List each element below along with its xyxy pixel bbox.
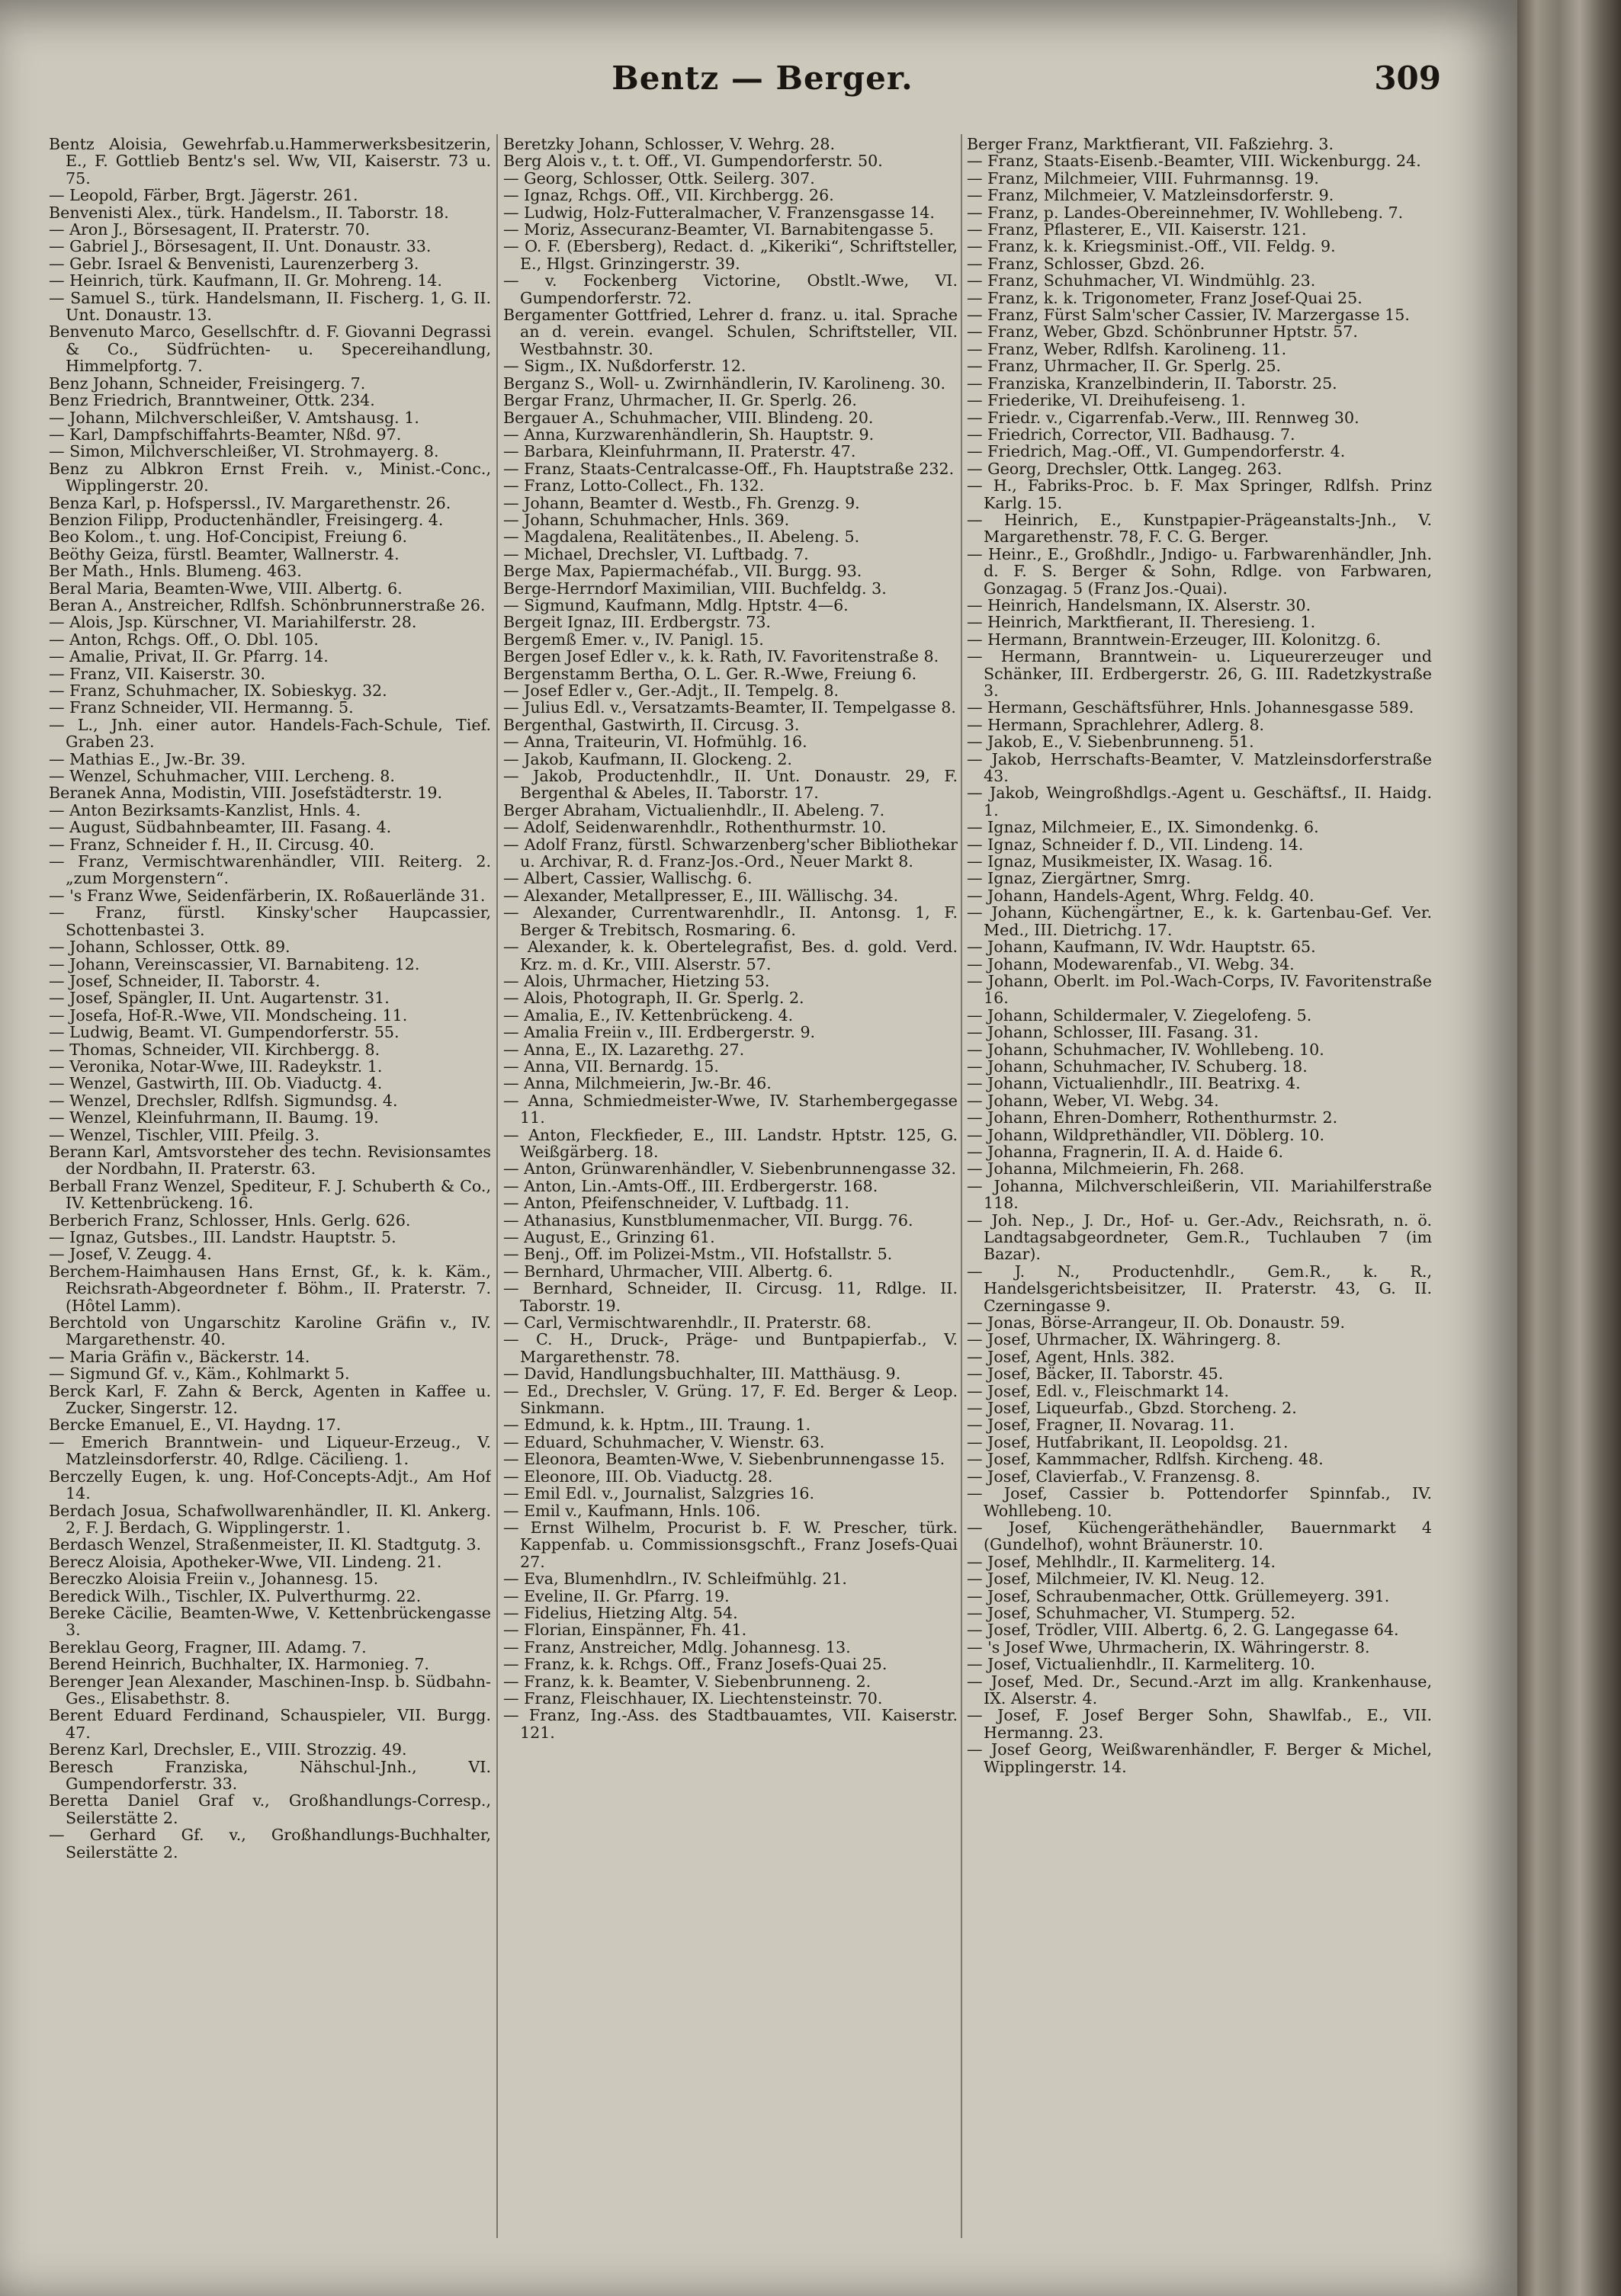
- directory-entry: Bereke Cäcilie, Beamten-Wwe, V. Kettenbrückengasse 3.: [49, 1603, 491, 1640]
- directory-entry: — 's Josef Wwe, Uhrmacherin, IX. Währingerstr. 8.: [967, 1637, 1370, 1656]
- directory-entry: — Johann, Ehren-Domherr, Rothenthurmstr. 2.: [967, 1108, 1338, 1127]
- directory-entry: Berger Abraham, Victualienhdlr., II. Abeleng. 7.: [503, 800, 885, 819]
- directory-entry: — Sigm., IX. Nußdorferstr. 12.: [503, 357, 746, 376]
- directory-entry: — Josef, Cassier b. Pottendorfer Spinnfab., IV. Wohllebeng. 10.: [967, 1484, 1432, 1520]
- directory-entry: — Ignaz, Rchgs. Off., VII. Kirchbergg. 26.: [503, 186, 834, 205]
- directory-entry: — Eleonore, III. Ob. Viaductg. 28.: [503, 1467, 773, 1486]
- directory-entry: — Franz, Staats-Centralcasse-Off., Fh. Hauptstraße 232.: [503, 459, 955, 478]
- directory-entry: Benz zu Albkron Ernst Freih. v., Minist.-Conc., Wipplingerstr. 20.: [49, 459, 491, 495]
- directory-entry: — Jakob, Productenhdlr., II. Unt. Donaustr. 29, F. Bergenthal & Abeles, II. Taborstr. 17.: [503, 767, 958, 803]
- directory-entry: — Ludwig, Holz-Futteralmacher, V. Franzensgasse 14.: [503, 203, 935, 222]
- directory-entry: — Ignaz, Musikmeister, IX. Wasag. 16.: [967, 852, 1273, 871]
- directory-entry: — Johann, Kaufmann, IV. Wdr. Hauptstr. 65.: [967, 938, 1316, 957]
- directory-entry: — Heinrich, Marktfierant, II. Theresieng. 1.: [967, 613, 1316, 632]
- directory-entry: Berdasch Wenzel, Straßenmeister, II. Kl. Stadtgutg. 3.: [49, 1535, 482, 1554]
- directory-entry: — Wenzel, Gastwirth, III. Ob. Viaductg. 4.: [49, 1074, 383, 1093]
- directory-entry: — Josef, Spängler, II. Unt. Augartenstr. 31.: [49, 989, 390, 1008]
- directory-entry: — Josef, V. Zeugg. 4.: [49, 1245, 212, 1264]
- directory-entry: — Johann, Milchverschleißer, V. Amtshausg. 1.: [49, 408, 419, 427]
- directory-entry: Bergamenter Gottfried, Lehrer d. franz. u. ital. Sprache an d. verein. evangel. Schulen, Schriftsteller, VII. Westbahnstr. 30.: [503, 306, 958, 358]
- directory-entry: Berge Max, Papiermachéfab., VII. Burgg. 93.: [503, 562, 862, 581]
- directory-entry: — Josef Georg, Weißwarenhändler, F. Berger & Michel, Wipplingerstr. 14.: [967, 1740, 1432, 1776]
- directory-entry: — Josef, Edl. v., Fleischmarkt 14.: [967, 1381, 1229, 1400]
- directory-entry: Beranek Anna, Modistin, VIII. Josefstädterstr. 19.: [49, 784, 443, 803]
- directory-entry: — August, Südbahnbeamter, III. Fasang. 4.: [49, 818, 392, 837]
- directory-entry: — Franz, Ing.-Ass. des Stadtbauamtes, VII. Kaiserstr. 121.: [503, 1706, 958, 1742]
- directory-entry: Berdach Josua, Schafwollwarenhändler, II. Kl. Ankerg. 2, F. J. Berdach, G. Wipplingerstr. 1.: [49, 1501, 491, 1537]
- directory-entry: — Bernhard, Schneider, II. Circusg. 11, Rdlge. II. Taborstr. 19.: [503, 1279, 958, 1315]
- directory-entry: — Josef, Clavierfab., V. Franzensg. 8.: [967, 1467, 1260, 1486]
- directory-entry: Beretzky Johann, Schlosser, V. Wehrg. 28.: [503, 136, 836, 153]
- directory-entry: Berend Heinrich, Buchhalter, IX. Harmonieg. 7.: [49, 1655, 429, 1674]
- directory-entry: — Anna, E., IX. Lazarethg. 27.: [503, 1040, 745, 1059]
- directory-entry: — Johann, Schuhmacher, IV. Wohllebeng. 10.: [967, 1040, 1324, 1059]
- directory-entry: — Franz, k. k. Beamter, V. Siebenbrunneng. 2.: [503, 1672, 871, 1691]
- directory-entry: — Franz, k. k. Trigonometer, Franz Josef-Quai 25.: [967, 288, 1363, 307]
- directory-entry: — Johann, Beamter d. Westb., Fh. Grenzg. 9.: [503, 493, 860, 512]
- directory-entry: — Maria Gräfin v., Bäckerstr. 14.: [49, 1347, 310, 1366]
- directory-entry: — Franz, Schneider f. H., II. Circusg. 40.: [49, 835, 374, 854]
- directory-entry: — Franz, Milchmeier, VIII. Fuhrmannsg. 19.: [967, 168, 1319, 188]
- directory-entry: — Franz, Schuhmacher, VI. Windmühlg. 23.: [967, 271, 1316, 290]
- directory-entry: Bergemß Emer. v., IV. Panigl. 15.: [503, 630, 764, 649]
- directory-entry: — Josef, Kammmacher, Rdlfsh. Kircheng. 48.: [967, 1450, 1324, 1469]
- directory-entry: — Alois, Photograph, II. Gr. Sperlg. 2.: [503, 989, 804, 1008]
- directory-entry: — Franz, Weber, Rdlfsh. Karolineng. 11.: [967, 339, 1287, 358]
- directory-entry: — Johann, Schlosser, III. Fasang. 31.: [967, 1023, 1259, 1042]
- directory-entry: — Anton, Fleckfieder, E., III. Landstr. Hptstr. 125, G. Weißgärberg. 18.: [503, 1125, 958, 1161]
- directory-entry: — Gebr. Israel & Benvenisti, Laurenzerberg 3.: [49, 254, 419, 273]
- directory-entry: — Friederike, VI. Dreihufeiseng. 1.: [967, 391, 1246, 410]
- directory-entry: — Johann, Modewarenfab., VI. Webg. 34.: [967, 954, 1295, 973]
- directory-entry: — Jakob, E., V. Siebenbrunneng. 51.: [967, 733, 1254, 752]
- directory-entry: — Florian, Einspänner, Fh. 41.: [503, 1621, 747, 1640]
- directory-entry: — Anna, Traiteurin, VI. Hofmühlg. 16.: [503, 733, 807, 752]
- directory-entry: — Josef, Liqueurfab., Gbzd. Storcheng. 2.: [967, 1399, 1297, 1418]
- directory-entry: Berchtold von Ungarschitz Karoline Gräfin v., IV. Margarethenstr. 40.: [49, 1313, 491, 1349]
- directory-entry: — Franz, Anstreicher, Mdlg. Johannesg. 13.: [503, 1637, 851, 1656]
- directory-entry: — Johann, Vereinscassier, VI. Barnabiteng. 12.: [49, 954, 420, 973]
- directory-entry: — Josef, Trödler, VIII. Albertg. 6, 2. G. Langegasse 64.: [967, 1621, 1399, 1640]
- directory-entry: — Eva, Blumenhdlrn., IV. Schleifmühlg. 21.: [503, 1570, 847, 1589]
- directory-entry: — Simon, Milchverschleißer, VI. Strohmayerg. 8.: [49, 442, 439, 461]
- directory-entry: Beo Kolom., t. ung. Hof-Concipist, Freiung 6.: [49, 528, 408, 547]
- directory-entry: — Wenzel, Tischler, VIII. Pfeilg. 3.: [49, 1125, 320, 1144]
- directory-entry: — Franziska, Kranzelbinderin, II. Taborstr. 25.: [967, 374, 1337, 393]
- directory-entry: — Moriz, Assecuranz-Beamter, VI. Barnabitengasse 5.: [503, 220, 934, 239]
- directory-entry: Berchem-Haimhausen Hans Ernst, Gf., k. k. Käm., Reichsrath-Abgeordneter f. Böhm., II. Praterstr. 7. (Hôtel Lamm).: [49, 1262, 491, 1315]
- directory-entry: — Ignaz, Gutsbes., III. Landstr. Hauptstr. 5.: [49, 1228, 396, 1246]
- directory-entry: — Johanna, Milchmeierin, Fh. 268.: [967, 1159, 1245, 1178]
- directory-entry: — Johann, Schuhmacher, IV. Schuberg. 18.: [967, 1057, 1308, 1076]
- book-edge: [1517, 0, 1621, 2296]
- directory-entry: Berberich Franz, Schlosser, Hnls. Gerlg. 626.: [49, 1211, 411, 1230]
- directory-entry: Benzion Filipp, Productenhändler, Freisingerg. 4.: [49, 510, 444, 529]
- directory-entry: — Barbara, Kleinfuhrmann, II. Praterstr. 47.: [503, 442, 856, 461]
- directory-entry: — Josef, Victualienhdlr., II. Karmeliterg. 10.: [967, 1655, 1315, 1674]
- directory-entry: — Johann, Oberlt. im Pol.-Wach-Corps, IV. Favoritenstraße 16.: [967, 971, 1432, 1008]
- directory-entry: — Johann, Schlosser, Ottk. 89.: [49, 938, 290, 957]
- directory-entry: — O. F. (Ebersberg), Redact. d. „Kikeriki“, Schriftsteller, E., Hlgst. Grinzingerstr. 39.: [503, 237, 958, 273]
- directory-entry: Berczelly Eugen, k. ung. Hof-Concepts-Adjt., Am Hof 14.: [49, 1467, 491, 1503]
- directory-entry: — C. H., Druck-, Präge- und Buntpapierfab., V. Margarethenstr. 78.: [503, 1330, 958, 1366]
- directory-entry: Bergauer A., Schuhmacher, VIII. Blindeng. 20.: [503, 408, 874, 427]
- directory-entry: — Franz, fürstl. Kinsky'scher Haupcassier, Schottenbastei 3.: [49, 903, 491, 939]
- directory-entry: — Johann, Weber, VI. Webg. 34.: [967, 1091, 1219, 1110]
- directory-entry: — Jonas, Börse-Arrangeur, II. Ob. Donaustr. 59.: [967, 1313, 1345, 1332]
- directory-entry: — Heinrich, türk. Kaufmann, II. Gr. Mohreng. 14.: [49, 271, 442, 290]
- directory-entry: — Leopold, Färber, Brgt. Jägerstr. 261.: [49, 186, 358, 205]
- directory-entry: Bergen Josef Edler v., k. k. Rath, IV. Favoritenstraße 8.: [503, 647, 939, 666]
- directory-entry: — Josef, Schraubenmacher, Ottk. Grüllemeyerg. 391.: [967, 1586, 1390, 1605]
- directory-entry: Berg Alois v., t. t. Off., VI. Gumpendorferstr. 50.: [503, 152, 883, 171]
- directory-entry: — Johanna, Fragnerin, II. A. d. Haide 6.: [967, 1142, 1284, 1161]
- directory-entry: Berger Franz, Marktfierant, VII. Faßziehrg. 3.: [967, 136, 1334, 153]
- directory-entry: — Michael, Drechsler, VI. Luftbadg. 7.: [503, 544, 809, 563]
- directory-entry: Beran A., Anstreicher, Rdlfsh. Schönbrunnerstraße 26.: [49, 595, 486, 614]
- directory-entry: — Josef, Agent, Hnls. 382.: [967, 1347, 1175, 1366]
- directory-entry: — J. N., Productenhdlr., Gem.R., k. R., Handelsgerichtsbeisitzer, II. Praterstr. 43, G. II. Czerningasse 9.: [967, 1262, 1432, 1315]
- directory-entry: — Heinr., E., Großhdlr., Jndigo- u. Farbwarenhändler, Jnh. d. F. S. Berger & Sohn, Rdlge. von Farbwaren, Gonzagag. 5 (Franz Jos.-Quai).: [967, 544, 1432, 598]
- directory-entry: — Josef, F. Josef Berger Sohn, Shawlfab., E., VII. Hermanng. 23.: [967, 1706, 1432, 1742]
- directory-entry: — Albert, Cassier, Wallischg. 6.: [503, 869, 753, 888]
- directory-entry: — Eduard, Schuhmacher, V. Wienstr. 63.: [503, 1432, 825, 1451]
- directory-entry: Bergar Franz, Uhrmacher, II. Gr. Sperlg. 26.: [503, 391, 857, 410]
- directory-entry: — Ludwig, Beamt. VI. Gumpendorferstr. 55.: [49, 1023, 400, 1042]
- directory-entry: — Franz, Staats-Eisenb.-Beamter, VIII. Wickenburgg. 24.: [967, 152, 1421, 171]
- directory-entry: — Gerhard Gf. v., Großhandlungs-Buchhalter, Seilerstätte 2.: [49, 1826, 491, 1861]
- directory-entry: — Eveline, II. Gr. Pfarrg. 19.: [503, 1586, 730, 1605]
- column-rule: [496, 134, 498, 2238]
- directory-entry: Berganz S., Woll- u. Zwirnhändlerin, IV. Karolineng. 30.: [503, 374, 945, 393]
- directory-entry: — Anton Bezirksamts-Kanzlist, Hnls. 4.: [49, 800, 361, 819]
- directory-entry: — Josef, Hutfabrikant, II. Leopoldsg. 21.: [967, 1432, 1289, 1451]
- directory-entry: — Josef, Med. Dr., Secund.-Arzt im allg. Krankenhause, IX. Alserstr. 4.: [967, 1672, 1432, 1708]
- directory-entry: — Anna, Milchmeierin, Jw.-Br. 46.: [503, 1074, 772, 1093]
- directory-entry: — Gabriel J., Börsesagent, II. Unt. Donaustr. 33.: [49, 237, 432, 256]
- directory-entry: — Johann, Schuhmacher, Hnls. 369.: [503, 510, 790, 529]
- directory-entry: — Josef, Schuhmacher, VI. Stumperg. 52.: [967, 1603, 1295, 1622]
- directory-entry: — Hermann, Branntwein-Erzeuger, III. Kolonitzg. 6.: [967, 630, 1382, 649]
- directory-entry: — Alois, Jsp. Kürschner, VI. Mariahilferstr. 28.: [49, 613, 417, 632]
- directory-entry: — Johann, Schildermaler, V. Ziegelofeng. 5.: [967, 1005, 1312, 1025]
- directory-entry: — Karl, Dampfschiffahrts-Beamter, Nßd. 97.: [49, 425, 402, 444]
- directory-entry: Benvenuto Marco, Gesellschftr. d. F. Giovanni Degrassi & Co., Südfrüchten- u. Specereihandlung, Himmelpfortg. 7.: [49, 322, 491, 376]
- directory-entry: — Amalie, Privat, II. Gr. Pfarrg. 14.: [49, 647, 329, 666]
- directory-entry: Berck Karl, F. Zahn & Berck, Agenten in Kaffee u. Zucker, Singerstr. 12.: [49, 1381, 491, 1418]
- directory-entry: — Josef, Fragner, II. Novarag. 11.: [967, 1416, 1235, 1435]
- directory-entry: — Johann, Handels-Agent, Whrg. Feldg. 40.: [967, 886, 1314, 905]
- directory-entry: — Josef, Küchengeräthehändler, Bauernmarkt 4 (Gundelhof), wohnt Bräunerstr. 10.: [967, 1518, 1432, 1554]
- directory-entry: — Friedrich, Corrector, VII. Badhausg. 7.: [967, 425, 1295, 444]
- directory-entry: — Franz, Fleischhauer, IX. Liechtensteinstr. 70.: [503, 1688, 883, 1708]
- directory-entry: — Fidelius, Hietzing Altg. 54.: [503, 1603, 738, 1622]
- directory-entry: — Anton, Pfeifenschneider, V. Luftbadg. 11.: [503, 1194, 849, 1213]
- directory-entry: — L., Jnh. einer autor. Handels-Fach-Schule, Tief. Graben 23.: [49, 715, 491, 752]
- directory-entry: — Friedr. v., Cigarrenfab.-Verw., III. Rennweg 30.: [967, 408, 1359, 427]
- directory-entry: Beresch Franziska, Nähschul-Jnh., VI. Gumpendorferstr. 33.: [49, 1757, 491, 1793]
- directory-entry: — Hermann, Branntwein- u. Liqueurerzeuger und Schänker, III. Erdbergerstr. 26, G. III. Radetzkystraße 3.: [967, 647, 1432, 700]
- directory-entry: — Emerich Branntwein- und Liqueur-Erzeug., V. Matzleinsdorferstr. 40, Rdlge. Cäcilieng. 1.: [49, 1432, 491, 1469]
- directory-entry: Benz Johann, Schneider, Freisingerg. 7.: [49, 374, 366, 393]
- directory-entry: Bergenstamm Bertha, O. L. Ger. R.-Wwe, Freiung 6.: [503, 664, 917, 683]
- directory-entry: Ber Math., Hnls. Blumeng. 463.: [49, 562, 302, 581]
- directory-entry: — Franz, Uhrmacher, II. Gr. Sperlg. 25.: [967, 357, 1282, 376]
- directory-entry: — Hermann, Sprachlehrer, Adlerg. 8.: [967, 715, 1265, 734]
- directory-entry: — Josef, Schneider, II. Taborstr. 4.: [49, 971, 320, 990]
- directory-entry: Berann Karl, Amtsvorsteher des techn. Revisionsamtes der Nordbahn, II. Praterstr. 63.: [49, 1142, 491, 1178]
- directory-entry: — Amalia Freiin v., III. Erdbergerstr. 9.: [503, 1023, 816, 1042]
- directory-entry: — Carl, Vermischtwarenhdlr., II. Praterstr. 68.: [503, 1313, 871, 1332]
- directory-column-2: [503, 136, 958, 2255]
- directory-entry: Berge-Herrndorf Maximilian, VIII. Buchfeldg. 3.: [503, 579, 887, 598]
- directory-entry: — Anna, VII. Bernardg. 15.: [503, 1057, 719, 1076]
- directory-entry: — 's Franz Wwe, Seidenfärberin, IX. Roßauerlände 31.: [49, 886, 486, 905]
- page-number: 309: [1374, 59, 1441, 97]
- directory-entry: — Johanna, Milchverschleißerin, VII. Mariahilferstraße 118.: [967, 1176, 1432, 1213]
- directory-entry: — Franz, Schlosser, Gbzd. 26.: [967, 254, 1205, 273]
- directory-entry: — Franz, k. k. Kriegsminist.-Off., VII. Feldg. 9.: [967, 237, 1336, 256]
- directory-entry: — Josef, Mehlhdlr., II. Karmeliterg. 14.: [967, 1552, 1276, 1571]
- directory-entry: — Johann, Küchengärtner, E., k. k. Gartenbau-Gef. Ver. Med., III. Dietrichg. 17.: [967, 903, 1432, 939]
- directory-entry: — Heinrich, Handelsmann, IX. Alserstr. 30.: [967, 595, 1311, 614]
- directory-entry: — Johann, Victualienhdlr., III. Beatrixg. 4.: [967, 1074, 1301, 1093]
- directory-entry: — Amalia, E., IV. Kettenbrückeng. 4.: [503, 1005, 794, 1025]
- column-rule: [961, 134, 962, 2238]
- directory-entry: — Joh. Nep., J. Dr., Hof- u. Ger.-Adv., Reichsrath, n. ö. Landtagsabgeordneter, Gem.R., Tuchlauben 7 (im Bazar).: [967, 1211, 1432, 1264]
- directory-entry: — v. Fockenberg Victorine, Obstlt.-Wwe, VI. Gumpendorferstr. 72.: [503, 271, 958, 307]
- directory-entry: — Jakob, Herrschafts-Beamter, V. Matzleinsdorferstraße 43.: [967, 749, 1432, 786]
- directory-entry: — Ignaz, Schneider f. D., VII. Lindeng. 14.: [967, 835, 1304, 854]
- directory-entry: — Franz, Milchmeier, V. Matzleinsdorferstr. 9.: [967, 186, 1334, 205]
- directory-entry: — Anton, Grünwarenhändler, V. Siebenbrunnengasse 32.: [503, 1159, 956, 1178]
- directory-entry: — Ignaz, Ziergärtner, Smrg.: [967, 869, 1191, 888]
- directory-entry: — Emil v., Kaufmann, Hnls. 106.: [503, 1501, 761, 1520]
- directory-entry: — Heinrich, E., Kunstpapier-Prägeanstalts-Jnh., V. Margarethenstr. 78, F. C. G. Berger.: [967, 510, 1432, 547]
- directory-entry: Beöthy Geiza, fürstl. Beamter, Wallnerstr. 4.: [49, 544, 400, 563]
- directory-entry: Beral Maria, Beamten-Wwe, VIII. Albertg. 6.: [49, 579, 403, 598]
- directory-entry: — Anton, Rchgs. Off., O. Dbl. 105.: [49, 630, 319, 649]
- directory-entry: — Franz, Pflasterer, E., VII. Kaiserstr. 121.: [967, 220, 1307, 239]
- directory-entry: — Veronika, Notar-Wwe, III. Radeykstr. 1.: [49, 1057, 383, 1076]
- directory-entry: — Alois, Uhrmacher, Hietzing 53.: [503, 971, 770, 990]
- directory-entry: — Georg, Schlosser, Ottk. Seilerg. 307.: [503, 168, 815, 188]
- directory-entry: — Franz Schneider, VII. Hermanng. 5.: [49, 698, 354, 717]
- directory-entry: Bergeit Ignaz, III. Erdbergstr. 73.: [503, 613, 771, 632]
- directory-entry: — Anton, Lin.-Amts-Off., III. Erdbergerstr. 168.: [503, 1176, 878, 1195]
- directory-entry: — Franz, Vermischtwarenhändler, VIII. Reiterg. 2. „zum Morgenstern“.: [49, 852, 491, 888]
- directory-entry: — Ernst Wilhelm, Procurist b. F. W. Prescher, türk. Kappenfab. u. Commissionsgschft., Franz Josefs-Quai 27.: [503, 1518, 958, 1571]
- directory-entry: — Anna, Schmiedmeister-Wwe, IV. Starhembergegasse 11.: [503, 1091, 958, 1127]
- directory-entry: — Sigmund Gf. v., Käm., Kohlmarkt 5.: [49, 1364, 350, 1384]
- directory-entry: — Jakob, Weingroßhdlgs.-Agent u. Geschäftsf., II. Haidg. 1.: [967, 784, 1432, 819]
- directory-entry: — Franz, Lotto-Collect., Fh. 132.: [503, 476, 765, 495]
- directory-entry: Berball Franz Wenzel, Spediteur, F. J. Schuberth & Co., IV. Kettenbrückeng. 16.: [49, 1176, 491, 1213]
- directory-entry: — Josef, Bäcker, II. Taborstr. 45.: [967, 1364, 1224, 1384]
- directory-entry: — Edmund, k. k. Hptm., III. Traung. 1.: [503, 1416, 811, 1435]
- directory-entry: — H., Fabriks-Proc. b. F. Max Springer, Rdlfsh. Prinz Karlg. 15.: [967, 476, 1432, 512]
- directory-entry: Berenger Jean Alexander, Maschinen-Insp. b. Südbahn-Ges., Elisabethstr. 8.: [49, 1672, 491, 1708]
- directory-entry: — Wenzel, Drechsler, Rdlfsh. Sigmundsg. 4.: [49, 1091, 398, 1110]
- directory-entry: — Johann, Wildprethändler, VII. Döblerg. 10.: [967, 1125, 1325, 1144]
- directory-entry: — Wenzel, Kleinfuhrmann, II. Baumg. 19.: [49, 1108, 379, 1127]
- directory-entry: Berecz Aloisia, Apotheker-Wwe, VII. Lindeng. 21.: [49, 1552, 442, 1571]
- directory-entry: — Ed., Drechsler, V. Grüng. 17, F. Ed. Berger & Leop. Sinkmann.: [503, 1381, 958, 1418]
- directory-entry: — Josefa, Hof-R.-Wwe, VII. Mondscheing. 11.: [49, 1005, 408, 1025]
- directory-entry: Benvenisti Alex., türk. Handelsm., II. Taborstr. 18.: [49, 203, 449, 222]
- directory-entry: Beredick Wilh., Tischler, IX. Pulverthurmg. 22.: [49, 1586, 422, 1605]
- directory-entry: — Wenzel, Schuhmacher, VIII. Lercheng. 8.: [49, 767, 395, 786]
- directory-entry: Benza Karl, p. Hofsperssl., IV. Margarethenstr. 26.: [49, 493, 451, 512]
- directory-entry: Bentz Aloisia, Gewehrfab.u.Hammerwerksbesitzerin, E., F. Gottlieb Bentz's sel. Ww, VII, Kaiserstr. 73 u. 75.: [49, 136, 491, 188]
- directory-entry: — Thomas, Schneider, VII. Kirchbergg. 8.: [49, 1040, 380, 1059]
- directory-entry: — Eleonora, Beamten-Wwe, V. Siebenbrunnengasse 15.: [503, 1450, 945, 1469]
- directory-entry: Bercke Emanuel, E., VI. Haydng. 17.: [49, 1416, 342, 1435]
- directory-entry: — Aron J., Börsesagent, II. Praterstr. 70.: [49, 220, 371, 239]
- directory-entry: Berent Eduard Ferdinand, Schauspieler, VII. Burgg. 47.: [49, 1706, 491, 1742]
- directory-entry: — Franz, Fürst Salm'scher Cassier, IV. Marzergasse 15.: [967, 306, 1410, 325]
- directory-entry: Berenz Karl, Drechsler, E., VIII. Strozzig. 49.: [49, 1740, 407, 1759]
- directory-entry: — Anna, Kurzwarenhändlerin, Sh. Hauptstr. 9.: [503, 425, 875, 444]
- directory-entry: — Ignaz, Milchmeier, E., IX. Simondenkg. 6.: [967, 818, 1319, 837]
- directory-entry: — Josef Edler v., Ger.-Adjt., II. Tempelg. 8.: [503, 681, 839, 700]
- directory-entry: Beretta Daniel Graf v., Großhandlungs-Corresp., Seilerstätte 2.: [49, 1791, 491, 1827]
- directory-entry: — David, Handlungsbuchhalter, III. Matthäusg. 9.: [503, 1364, 901, 1384]
- page-title: Bentz — Berger.: [611, 59, 913, 97]
- directory-entry: — Alexander, Currentwarenhdlr., II. Antonsg. 1, F. Berger & Trebitsch, Rosmaring. 6.: [503, 903, 958, 939]
- directory-entry: — Franz, Schuhmacher, IX. Sobieskyg. 32.: [49, 681, 387, 700]
- directory-entry: — Bernhard, Uhrmacher, VIII. Albertg. 6.: [503, 1262, 833, 1281]
- directory-entry: — Adolf Franz, fürstl. Schwarzenberg'scher Bibliothekar u. Archivar, R. d. Franz-Jos.-Ord., Neuer Markt 8.: [503, 835, 958, 871]
- running-head: [0, 59, 1517, 105]
- directory-entry: — August, E., Grinzing 61.: [503, 1228, 715, 1246]
- directory-column-1: [49, 136, 491, 2255]
- directory-entry: — Alexander, Metallpresser, E., III. Wällischg. 34.: [503, 886, 899, 905]
- directory-entry: — Emil Edl. v., Journalist, Salzgries 16.: [503, 1484, 815, 1503]
- directory-entry: — Jakob, Kaufmann, II. Glockeng. 2.: [503, 749, 792, 768]
- directory-entry: — Samuel S., türk. Handelsmann, II. Fischerg. 1, G. II. Unt. Donaustr. 13.: [49, 288, 491, 325]
- directory-column-3: [967, 136, 1432, 2255]
- directory-entry: — Franz, VII. Kaiserstr. 30.: [49, 664, 266, 683]
- directory-entry: Bereklau Georg, Fragner, III. Adamg. 7.: [49, 1637, 367, 1656]
- directory-entry: — Adolf, Seidenwarenhdlr., Rothenthurmstr. 10.: [503, 818, 887, 837]
- directory-entry: Bergenthal, Gastwirth, II. Circusg. 3.: [503, 715, 800, 734]
- directory-entry: — Benj., Off. im Polizei-Mstm., VII. Hofstallstr. 5.: [503, 1245, 893, 1264]
- directory-entry: — Mathias E., Jw.-Br. 39.: [49, 749, 246, 768]
- directory-entry: — Julius Edl. v., Versatzamts-Beamter, II. Tempelgasse 8.: [503, 698, 956, 717]
- directory-entry: — Franz, k. k. Rchgs. Off., Franz Josefs-Quai 25.: [503, 1655, 888, 1674]
- directory-entry: — Hermann, Geschäftsführer, Hnls. Johannesgasse 589.: [967, 698, 1414, 717]
- directory-entry: — Josef, Milchmeier, IV. Kl. Neug. 12.: [967, 1570, 1265, 1589]
- directory-entry: — Georg, Drechsler, Ottk. Langeg. 263.: [967, 459, 1282, 478]
- directory-entry: — Friedrich, Mag.-Off., VI. Gumpendorferstr. 4.: [967, 442, 1346, 461]
- directory-entry: — Athanasius, Kunstblumenmacher, VII. Burgg. 76.: [503, 1211, 913, 1230]
- directory-entry: — Franz, p. Landes-Obereinnehmer, IV. Wohllebeng. 7.: [967, 203, 1404, 222]
- directory-entry: — Franz, Weber, Gbzd. Schönbrunner Hptstr. 57.: [967, 322, 1358, 342]
- directory-entry: Bereczko Aloisia Freiin v., Johannesg. 15.: [49, 1570, 379, 1589]
- directory-entry: — Alexander, k. k. Obertelegrafist, Bes. d. gold. Verd. Krz. m. d. Kr., VIII. Alserstr. 57.: [503, 938, 958, 973]
- directory-entry: — Magdalena, Realitätenbes., II. Abeleng. 5.: [503, 528, 860, 547]
- directory-entry: — Josef, Uhrmacher, IX. Währingerg. 8.: [967, 1330, 1282, 1349]
- directory-entry: — Sigmund, Kaufmann, Mdlg. Hptstr. 4—6.: [503, 595, 849, 614]
- directory-entry: Benz Friedrich, Branntweiner, Ottk. 234.: [49, 391, 375, 410]
